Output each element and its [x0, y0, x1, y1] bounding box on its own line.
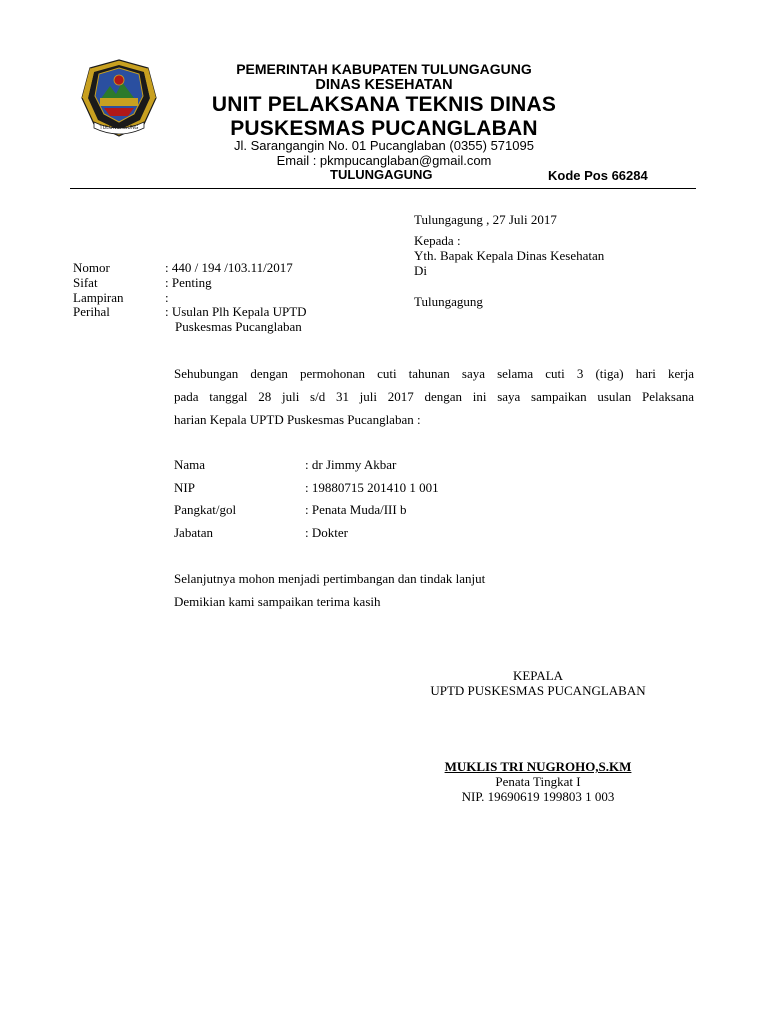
- signatory-nip: NIP. 19690619 199803 1 003: [461, 789, 615, 804]
- meta-value-lampiran: :: [165, 290, 169, 305]
- closing-line-2: Demikian kami sampaikan terima kasih: [174, 594, 381, 609]
- detail-label-pangkat: Pangkat/gol: [174, 502, 237, 517]
- header-address: Jl. Sarangangin No. 01 Pucanglaban (0355) 571095: [234, 138, 534, 153]
- recipient-di: Di: [414, 263, 427, 278]
- body-line-3: harian Kepala UPTD Puskesmas Pucanglaban :: [174, 412, 421, 427]
- meta-value-nomor: : 440 / 194 /103.11/2017: [165, 260, 293, 275]
- detail-value-pangkat: : Penata Muda/III b: [305, 502, 407, 517]
- header-postal-code: Kode Pos 66284: [548, 168, 648, 183]
- detail-label-nip: NIP: [174, 480, 195, 495]
- header-unit: UNIT PELAKSANA TEKNIS DINAS: [211, 93, 557, 116]
- body-line-1: Sehubungan dengan permohonan cuti tahunan saya selama cuti 3 (tiga) hari kerja: [174, 366, 694, 381]
- detail-value-nip: : 19880715 201410 1 001: [305, 480, 439, 495]
- meta-value-perihal-cont: Puskesmas Pucanglaban: [175, 319, 302, 334]
- meta-label-perihal: Perihal: [73, 304, 110, 319]
- svg-text:TULUNGAGUNG: TULUNGAGUNG: [99, 125, 139, 131]
- recipient-label: Kepada :: [414, 233, 461, 248]
- header-government: PEMERINTAH KABUPATEN TULUNGAGUNG: [236, 61, 532, 77]
- detail-label-jabatan: Jabatan: [174, 525, 213, 540]
- signature-office: UPTD PUSKESMAS PUCANGLABAN: [430, 683, 646, 698]
- meta-value-sifat: : Penting: [165, 275, 212, 290]
- detail-value-jabatan: : Dokter: [305, 525, 348, 540]
- header-puskesmas: PUSKESMAS PUCANGLABAN: [230, 117, 538, 140]
- detail-value-nama: : dr Jimmy Akbar: [305, 457, 397, 472]
- header-divider: [70, 188, 696, 189]
- meta-label-lampiran: Lampiran: [73, 290, 124, 305]
- meta-value-perihal: : Usulan Plh Kepala UPTD: [165, 304, 307, 319]
- tulungagung-regency-logo: [78, 58, 160, 138]
- signatory-name: MUKLIS TRI NUGROHO,S.KM: [444, 759, 632, 774]
- header-email: Email : pkmpucanglaban@gmail.com: [276, 153, 492, 168]
- meta-label-nomor: Nomor: [73, 260, 110, 275]
- body-line-2: pada tanggal 28 juli s/d 31 juli 2017 dengan ini saya sampaikan usulan Pelaksana: [174, 389, 694, 404]
- meta-label-sifat: Sifat: [73, 275, 98, 290]
- closing-line-1: Selanjutnya mohon menjadi pertimbangan dan tindak lanjut: [174, 571, 486, 586]
- recipient-place: Tulungagung: [414, 294, 483, 309]
- header-city: TULUNGAGUNG: [330, 167, 433, 182]
- header-department: DINAS KESEHATAN: [315, 77, 453, 93]
- detail-label-nama: Nama: [174, 457, 206, 472]
- letter-date: Tulungagung , 27 Juli 2017: [414, 212, 557, 227]
- signature-title: KEPALA: [512, 668, 564, 683]
- recipient-name: Yth. Bapak Kepala Dinas Kesehatan: [414, 248, 605, 263]
- signatory-rank: Penata Tingkat I: [495, 774, 581, 789]
